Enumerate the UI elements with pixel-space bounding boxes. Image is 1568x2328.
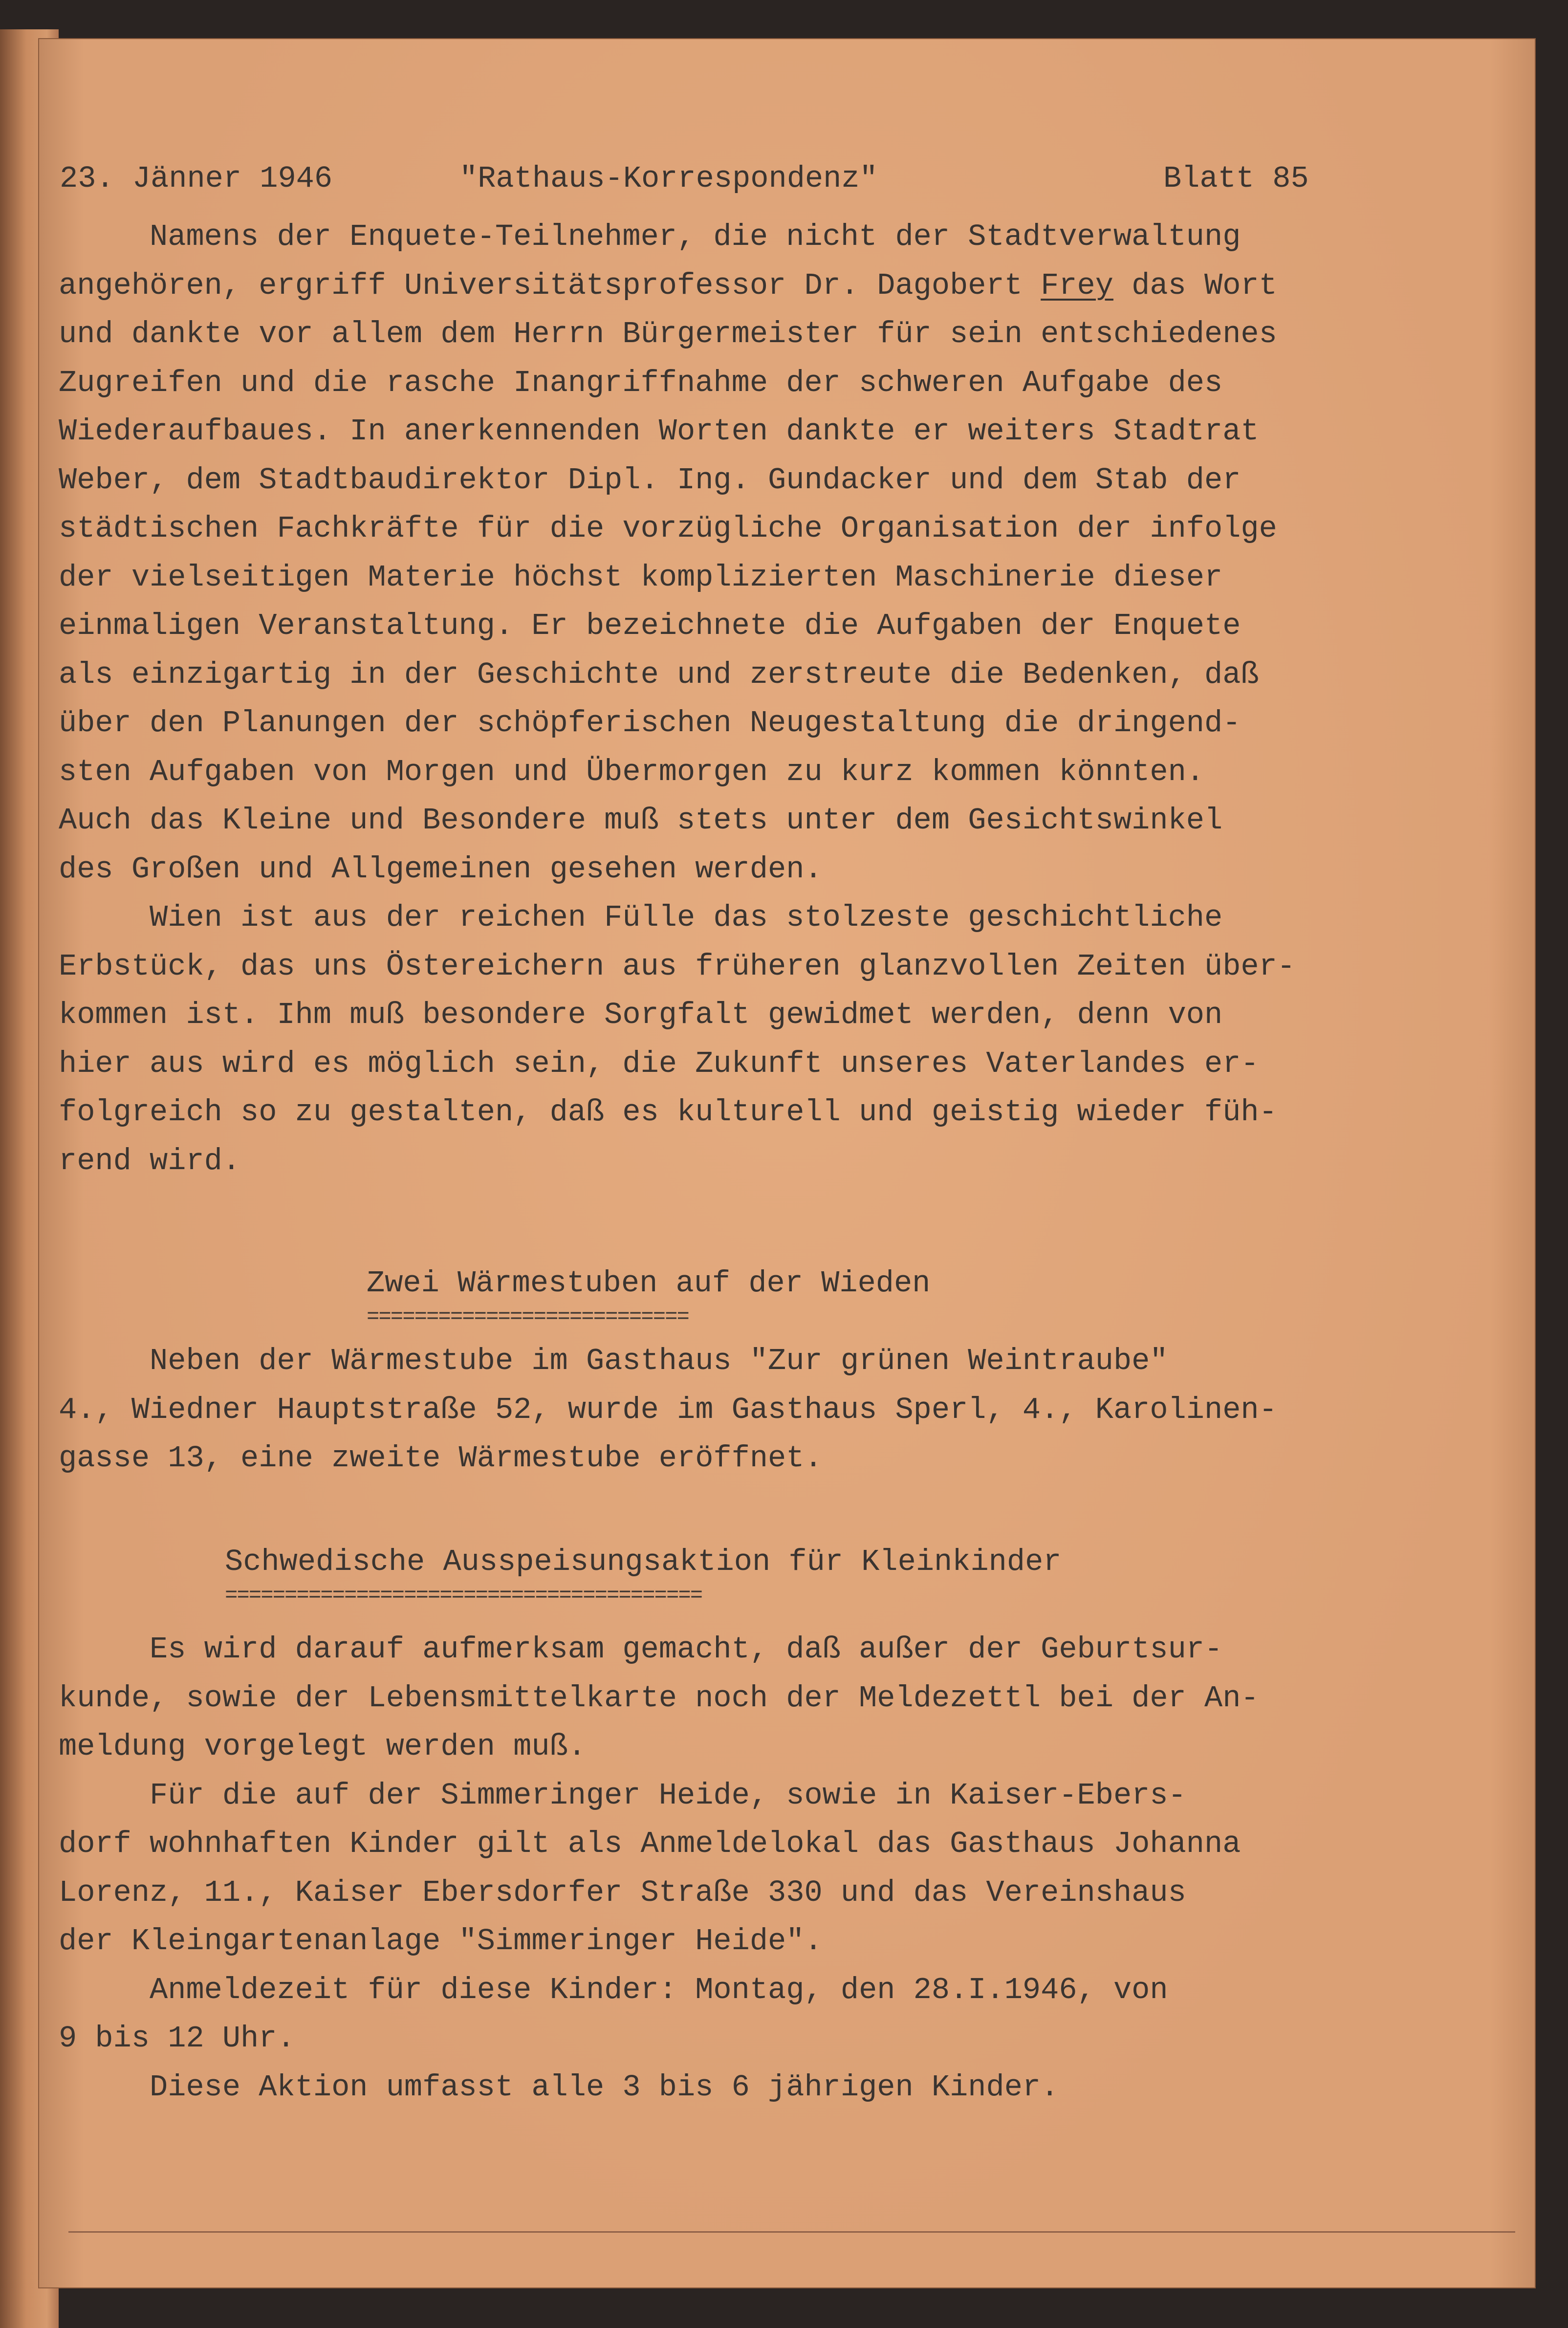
underlined-name-frey: Frey	[1041, 268, 1113, 303]
article-ausspeisungsaktion	[59, 1625, 1427, 2111]
article-enquete-line-7: städtischen Fachkräfte für die vorzügliche Organisation der infolge	[59, 511, 1277, 546]
article-enquete	[59, 213, 1427, 1185]
heading-waermestuben-underline: ===========================	[367, 1305, 689, 1329]
article-ausspeisung-line-4: Für die auf der Simmeringer Heide, sowie in Kaiser-Ebers-	[59, 1778, 1186, 1813]
article-ausspeisung-line-10: Diese Aktion umfasst alle 3 bis 6 jährigen Kinder.	[59, 2069, 1059, 2105]
article-enquete-line-2: angehören, ergriff Universitätsprofessor Dr. Dagobert Frey das Wort	[59, 268, 1277, 303]
article-ausspeisung-line-2: kunde, sowie der Lebensmittelkarte noch der Meldezettl bei der An-	[59, 1680, 1259, 1716]
article-enquete-line-10: als einzigartig in der Geschichte und zerstreute die Bedenken, daß	[59, 657, 1259, 692]
article-ausspeisung-line-8: Anmeldezeit für diese Kinder: Montag, den 28.I.1946, von	[59, 1972, 1168, 2007]
article-ausspeisung-line-1: Es wird darauf aufmerksam gemacht, daß außer der Geburtsur-	[59, 1632, 1223, 1667]
heading-ausspeisungsaktion-underline: ========================================	[225, 1584, 702, 1608]
page-bottom-fold-line	[68, 2231, 1515, 2233]
article-enquete-line-16: Erbstück, das uns Östereichern aus früheren glanzvollen Zeiten über-	[59, 949, 1296, 984]
article-enquete-line-9: einmaligen Veranstaltung. Er bezeichnete die Aufgaben der Enquete	[59, 609, 1241, 643]
article-enquete-line-19: folgreich so zu gestalten, daß es kulturell und geistig wieder füh-	[59, 1095, 1277, 1130]
header-date: 23. Jänner 1946	[60, 161, 333, 196]
header-title: "Rathaus-Korrespondenz"	[459, 161, 878, 196]
article-ausspeisung-line-3: meldung vorgelegt werden muß.	[59, 1729, 586, 1764]
article-ausspeisung-line-9: 9 bis 12 Uhr.	[59, 2021, 295, 2056]
article-enquete-line-1: Namens der Enquete-Teilnehmer, die nicht der Stadtverwaltung	[59, 219, 1241, 254]
article-enquete-line-13: Auch das Kleine und Besondere muß stets unter dem Gesichtswinkel	[59, 803, 1223, 838]
article-ausspeisung-line-7: der Kleingartenanlage "Simmeringer Heide".	[59, 1924, 823, 1958]
heading-ausspeisungsaktion: Schwedische Ausspeisungsaktion für Kleinkinder	[225, 1545, 1062, 1579]
article-enquete-line-5: Wiederaufbaues. In anerkennenden Worten dankte er weiters Stadtrat	[59, 414, 1259, 449]
header-sheet-number: Blatt 85	[1163, 161, 1309, 196]
article-enquete-line-18: hier aus wird es möglich sein, die Zukunft unseres Vaterlandes er-	[59, 1046, 1259, 1081]
article-waermestuben-line-2: 4., Wiedner Hauptstraße 52, wurde im Gasthaus Sperl, 4., Karolinen-	[59, 1392, 1277, 1427]
article-enquete-line-8: der vielseitigen Materie höchst komplizierten Maschinerie dieser	[59, 560, 1223, 595]
article-enquete-line-20: rend wird.	[59, 1143, 241, 1178]
article-enquete-line-12: sten Aufgaben von Morgen und Übermorgen zu kurz kommen könnten.	[59, 754, 1204, 789]
article-enquete-line-3: und dankte vor allem dem Herrn Bürgermeister für sein entschiedenes	[59, 317, 1277, 351]
article-enquete-line-14: des Großen und Allgemeinen gesehen werden.	[59, 851, 823, 887]
article-ausspeisung-line-6: Lorenz, 11., Kaiser Ebersdorfer Straße 330 und das Vereinshaus	[59, 1875, 1186, 1910]
article-waermestuben-line-1: Neben der Wärmestube im Gasthaus "Zur grünen Weintraube"	[59, 1344, 1168, 1378]
heading-waermestuben: Zwei Wärmestuben auf der Wieden	[367, 1266, 931, 1301]
article-waermestuben	[59, 1337, 1427, 1483]
article-enquete-line-17: kommen ist. Ihm muß besondere Sorgfalt gewidmet werden, denn von	[59, 998, 1223, 1032]
article-enquete-line-15: Wien ist aus der reichen Fülle das stolzeste geschichtliche	[59, 900, 1223, 935]
article-enquete-line-11: über den Planungen der schöpferischen Neugestaltung die dringend-	[59, 706, 1241, 740]
article-enquete-line-6: Weber, dem Stadtbaudirektor Dipl. Ing. Gundacker und dem Stab der	[59, 462, 1241, 498]
article-ausspeisung-line-5: dorf wohnhaften Kinder gilt als Anmeldelokal das Gasthaus Johanna	[59, 1827, 1241, 1861]
article-waermestuben-line-3: gasse 13, eine zweite Wärmestube eröffnet.	[59, 1441, 823, 1476]
article-enquete-line-4: Zugreifen und die rasche Inangriffnahme der schweren Aufgabe des	[59, 365, 1223, 400]
